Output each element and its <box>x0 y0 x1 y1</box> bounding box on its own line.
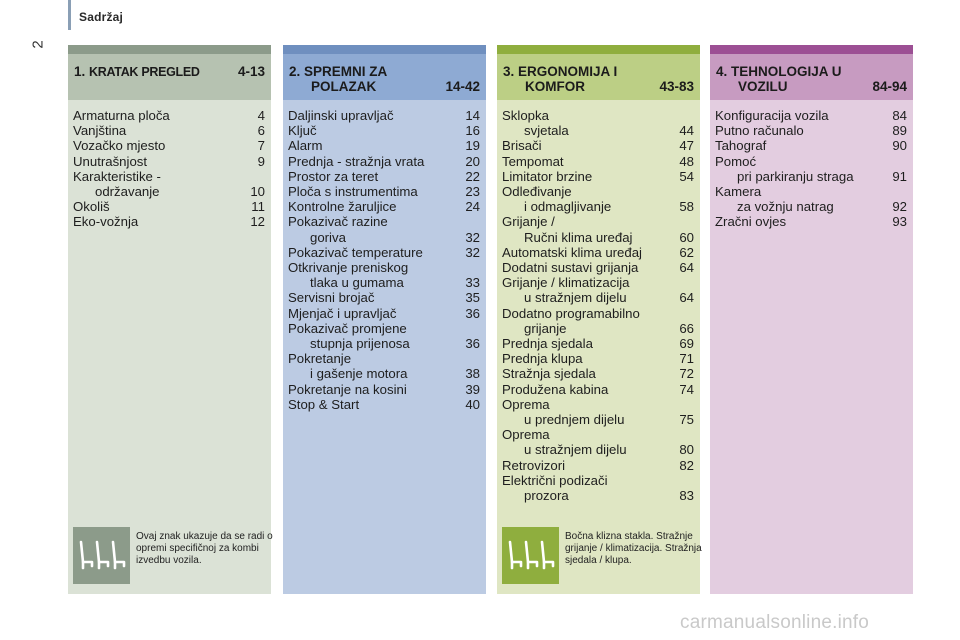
toc-entry-title: u prednjem dijelu <box>524 412 625 428</box>
toc-entry[interactable] <box>288 351 480 366</box>
toc-entry[interactable] <box>502 397 694 412</box>
toc-entry[interactable] <box>288 123 480 138</box>
toc-entry-title: Stražnja sjedala <box>502 366 596 382</box>
section-number: 1. <box>74 64 86 79</box>
toc-entry-title: za vožnju natrag <box>737 199 834 215</box>
toc-entry-title: Ploča s instrumentima <box>288 184 418 200</box>
toc-entry-page: 48 <box>679 153 694 169</box>
section-page-range: 84-94 <box>872 79 907 94</box>
toc-entry[interactable] <box>288 382 480 397</box>
toc-entry-title: Grijanje / klimatizacija <box>502 275 630 291</box>
toc-entry-page: 93 <box>892 214 907 230</box>
toc-entry-title: Vanjština <box>73 123 127 139</box>
toc-entry-page: 92 <box>892 199 907 215</box>
toc-entry[interactable] <box>502 458 694 473</box>
toc-entry-title: Dodatno programabilno <box>502 305 640 321</box>
toc-entry-page: 9 <box>257 153 265 169</box>
toc-entry[interactable] <box>73 138 265 153</box>
toc-entry[interactable] <box>288 336 480 351</box>
toc-entry[interactable] <box>502 154 694 169</box>
toc-entry-page: 75 <box>679 412 694 428</box>
section-heading[interactable] <box>68 54 271 100</box>
toc-entry-page: 36 <box>465 305 480 321</box>
section-column-4 <box>710 45 913 594</box>
toc-entry[interactable] <box>502 488 694 503</box>
toc-entry-page: 71 <box>679 351 694 367</box>
toc-entry-title: Prednja sjedala <box>502 336 593 352</box>
toc-entry-page: 14 <box>465 108 480 123</box>
toc-entry-title: Produžena kabina <box>502 381 609 397</box>
toc-entry[interactable] <box>502 321 694 336</box>
toc-entry-page: 6 <box>257 123 265 139</box>
toc-entry[interactable] <box>502 138 694 153</box>
section-column-2 <box>283 45 486 594</box>
toc-entry-page: 12 <box>250 214 265 230</box>
page-number: 2 <box>29 40 47 49</box>
section-title: SPREMNI ZA <box>304 64 388 79</box>
section-body <box>710 100 913 594</box>
toc-entry-title: Prednja - stražnja vrata <box>288 153 425 169</box>
toc-entry-page: 74 <box>679 381 694 397</box>
toc-entry-title: Eko-vožnja <box>73 214 139 230</box>
toc-entry[interactable] <box>288 138 480 153</box>
toc-entry[interactable] <box>288 260 480 275</box>
toc-entry[interactable] <box>715 169 907 184</box>
section-title: TEHNOLOGIJA U <box>731 64 842 79</box>
toc-entry-title: Prednja klupa <box>502 351 583 367</box>
seat-icon <box>502 527 559 584</box>
toc-entry-title: goriva <box>310 229 346 245</box>
toc-entry-page: 82 <box>679 457 694 473</box>
toc-entry-page: 38 <box>465 366 480 382</box>
toc-entry-title: Grijanje / <box>502 214 555 230</box>
toc-entry[interactable] <box>73 184 265 199</box>
toc-entry[interactable] <box>502 306 694 321</box>
toc-entry[interactable] <box>288 397 480 412</box>
section-heading[interactable] <box>283 54 486 100</box>
toc-entry-title: Oprema <box>502 427 550 443</box>
toc-entry-page: 4 <box>257 108 265 123</box>
toc-entry[interactable] <box>502 275 694 290</box>
toc-entry[interactable] <box>715 108 907 123</box>
section-heading[interactable] <box>497 54 700 100</box>
toc-entry-page: 64 <box>679 260 694 276</box>
toc-entry-page: 58 <box>679 199 694 215</box>
toc-entry[interactable] <box>502 199 694 214</box>
toc-entry-page: 84 <box>892 108 907 123</box>
toc-entry-title: Zračni ovjes <box>715 214 787 230</box>
toc-entry-page: 54 <box>679 168 694 184</box>
toc-entry-title: Oprema <box>502 396 550 412</box>
toc-entry-title: svjetala <box>524 123 569 139</box>
section-title: KRATAK PREGLED <box>89 65 200 79</box>
toc-entry[interactable] <box>288 154 480 169</box>
section-page-range: 4-13 <box>237 64 265 79</box>
toc-entry-title: Dodatni sustavi grijanja <box>502 260 639 276</box>
toc-entry-page: 47 <box>679 138 694 154</box>
entry-list <box>288 108 480 412</box>
toc-entry-title: tlaka u gumama <box>310 275 404 291</box>
toc-entry-title: Tempomat <box>502 153 564 169</box>
toc-entry[interactable] <box>502 473 694 488</box>
toc-entry-title: Pokretanje na kosini <box>288 381 407 397</box>
toc-entry-title: Mjenjač i upravljač <box>288 305 397 321</box>
section-page-range: 43-83 <box>659 79 694 94</box>
toc-entry-page: 64 <box>679 290 694 306</box>
section-top-bar <box>283 45 486 54</box>
toc-entry-title: i odmagljivanje <box>524 199 612 215</box>
toc-entry-title: u stražnjem dijelu <box>524 442 627 458</box>
toc-entry-page: 20 <box>465 153 480 169</box>
section-title-line2: KOMFOR <box>525 79 585 94</box>
toc-entry-title: Pokazivač razine <box>288 214 388 230</box>
toc-entry-page: 35 <box>465 290 480 306</box>
section-body <box>68 100 271 594</box>
toc-entry-page: 72 <box>679 366 694 382</box>
toc-entry-title: Električni podizači <box>502 472 608 488</box>
toc-entry[interactable] <box>73 169 265 184</box>
toc-entry-page: 91 <box>892 168 907 184</box>
section-column-1 <box>68 45 271 594</box>
toc-entry-title: Pokazivač temperature <box>288 244 423 260</box>
toc-entry-title: Putno računalo <box>715 123 804 139</box>
note-text: Ovaj znak ukazuje da se radi o opremi specifičnoj za kombi izvedbu vozila. <box>136 531 273 567</box>
toc-entry-page: 11 <box>251 199 265 215</box>
toc-entry-title: Alarm <box>288 138 323 154</box>
toc-entry-page: 66 <box>679 320 694 336</box>
section-top-bar <box>710 45 913 54</box>
toc-entry-page: 80 <box>679 442 694 458</box>
toc-entry[interactable] <box>715 184 907 199</box>
note-box <box>502 527 705 584</box>
toc-entry-title: u stražnjem dijelu <box>524 290 627 306</box>
toc-entry[interactable] <box>288 290 480 305</box>
toc-entry-page: 16 <box>465 123 480 139</box>
toc-entry-page: 23 <box>465 184 480 200</box>
toc-entry[interactable] <box>73 154 265 169</box>
toc-entry[interactable] <box>502 412 694 427</box>
toc-entry[interactable] <box>502 123 694 138</box>
toc-entry-title: Kamera <box>715 184 762 200</box>
toc-entry-page: 40 <box>465 396 480 412</box>
toc-entry-page: 83 <box>679 488 694 504</box>
header-rule <box>68 0 71 30</box>
toc-entry-page: 33 <box>465 275 480 291</box>
toc-entry-page: 90 <box>892 138 907 154</box>
page-title: Sadržaj <box>79 10 124 24</box>
watermark: carmanualsonline.info <box>680 612 870 633</box>
toc-entry[interactable] <box>715 123 907 138</box>
entry-list <box>715 108 907 230</box>
toc-entry[interactable] <box>288 306 480 321</box>
toc-entry[interactable] <box>502 214 694 229</box>
toc-entry[interactable] <box>288 366 480 381</box>
toc-entry-title: i gašenje motora <box>310 366 408 382</box>
toc-entry-page: 22 <box>465 168 480 184</box>
toc-entry-title: prozora <box>524 488 569 504</box>
section-title: ERGONOMIJA I <box>518 64 618 79</box>
toc-entry-page: 36 <box>465 336 480 352</box>
toc-entry[interactable] <box>73 199 265 214</box>
note-text: Bočna klizna stakla. Stražnje grijanje / klimatizacija. Stražnja sjedala / klupa. <box>565 531 702 567</box>
note-box <box>73 527 276 584</box>
toc-entry-title: pri parkiranju straga <box>737 168 854 184</box>
toc-entry[interactable] <box>73 214 265 229</box>
toc-entry-page: 24 <box>465 199 480 215</box>
toc-entry-title: Stop & Start <box>288 396 360 412</box>
section-number: 4. <box>716 64 728 79</box>
section-number: 2. <box>289 64 301 79</box>
toc-entry-title: Kontrolne žaruljice <box>288 199 397 215</box>
toc-entry-title: Ručni klima uređaj <box>524 229 633 245</box>
section-top-bar <box>497 45 700 54</box>
toc-entry-title: održavanje <box>95 184 160 200</box>
toc-entry-page: 32 <box>465 244 480 260</box>
toc-entry-title: Armaturna ploča <box>73 108 170 123</box>
toc-entry-title: Otkrivanje preniskog <box>288 260 409 276</box>
toc-entry[interactable] <box>288 214 480 229</box>
toc-entry-title: Konfiguracija vozila <box>715 108 829 123</box>
toc-entry[interactable] <box>502 382 694 397</box>
toc-entry[interactable] <box>288 245 480 260</box>
toc-entry-title: Odleđivanje <box>502 184 572 200</box>
section-title-line2: POLAZAK <box>311 79 377 94</box>
toc-entry-page: 69 <box>679 336 694 352</box>
section-column-3 <box>497 45 700 594</box>
toc-entry[interactable] <box>502 290 694 305</box>
toc-entry[interactable] <box>715 214 907 229</box>
toc-entry-page: 62 <box>679 244 694 260</box>
toc-entry-title: grijanje <box>524 320 567 336</box>
toc-entry-title: Limitator brzine <box>502 168 593 184</box>
toc-entry-title: Servisni brojač <box>288 290 375 306</box>
toc-entry-title: Pomoć <box>715 153 757 169</box>
section-page-range: 14-42 <box>445 79 480 94</box>
section-number: 3. <box>503 64 515 79</box>
toc-entry-page: 44 <box>679 123 694 139</box>
entry-list <box>73 108 265 230</box>
section-heading[interactable] <box>710 54 913 100</box>
toc-entry-title: Pokretanje <box>288 351 352 367</box>
toc-entry[interactable] <box>502 336 694 351</box>
toc-entry[interactable] <box>502 245 694 260</box>
toc-entry-title: Sklopka <box>502 108 549 123</box>
entry-list <box>502 108 694 503</box>
toc-entry-title: Daljinski upravljač <box>288 108 394 123</box>
toc-entry-title: Pokazivač promjene <box>288 320 407 336</box>
toc-entry[interactable] <box>288 230 480 245</box>
section-top-bar <box>68 45 271 54</box>
toc-entry-page: 10 <box>250 184 265 200</box>
toc-entry[interactable] <box>288 108 480 123</box>
toc-entry[interactable] <box>502 442 694 457</box>
toc-entry[interactable] <box>502 169 694 184</box>
toc-entry-title: Tahograf <box>715 138 767 154</box>
toc-entry-title: Okoliš <box>73 199 110 215</box>
toc-entry[interactable] <box>502 427 694 442</box>
toc-entry-title: Brisači <box>502 138 542 154</box>
toc-entry-title: Prostor za teret <box>288 168 379 184</box>
toc-entry[interactable] <box>715 154 907 169</box>
seat-icon <box>73 527 130 584</box>
toc-entry[interactable] <box>715 138 907 153</box>
toc-entry-title: Karakteristike - <box>73 168 161 184</box>
toc-entry[interactable] <box>502 351 694 366</box>
toc-entry-page: 89 <box>892 123 907 139</box>
toc-entry[interactable] <box>288 321 480 336</box>
toc-entry[interactable] <box>288 169 480 184</box>
toc-entry[interactable] <box>502 184 694 199</box>
section-title-line2: VOZILU <box>738 79 788 94</box>
toc-entry[interactable] <box>502 230 694 245</box>
toc-entry-page: 32 <box>465 229 480 245</box>
toc-entry[interactable] <box>73 123 265 138</box>
toc-entry-title: Unutrašnjost <box>73 153 148 169</box>
toc-entry-title: Vozačko mjesto <box>73 138 166 154</box>
toc-entry-title: Automatski klima uređaj <box>502 244 642 260</box>
toc-entry-page: 7 <box>257 138 265 154</box>
toc-entry[interactable] <box>502 108 694 123</box>
toc-entry[interactable] <box>715 199 907 214</box>
toc-entry[interactable] <box>73 108 265 123</box>
toc-entry[interactable] <box>288 199 480 214</box>
toc-entry-title: Retrovizori <box>502 457 566 473</box>
toc-entry-title: stupnja prijenosa <box>310 336 410 352</box>
toc-entry-title: Ključ <box>288 123 317 139</box>
toc-entry[interactable] <box>502 260 694 275</box>
section-body <box>283 100 486 594</box>
toc-entry[interactable] <box>502 366 694 381</box>
toc-entry[interactable] <box>288 184 480 199</box>
toc-entry-page: 39 <box>465 381 480 397</box>
section-body <box>497 100 700 594</box>
toc-entry-page: 19 <box>465 138 480 154</box>
toc-entry[interactable] <box>288 275 480 290</box>
toc-entry-page: 60 <box>679 229 694 245</box>
